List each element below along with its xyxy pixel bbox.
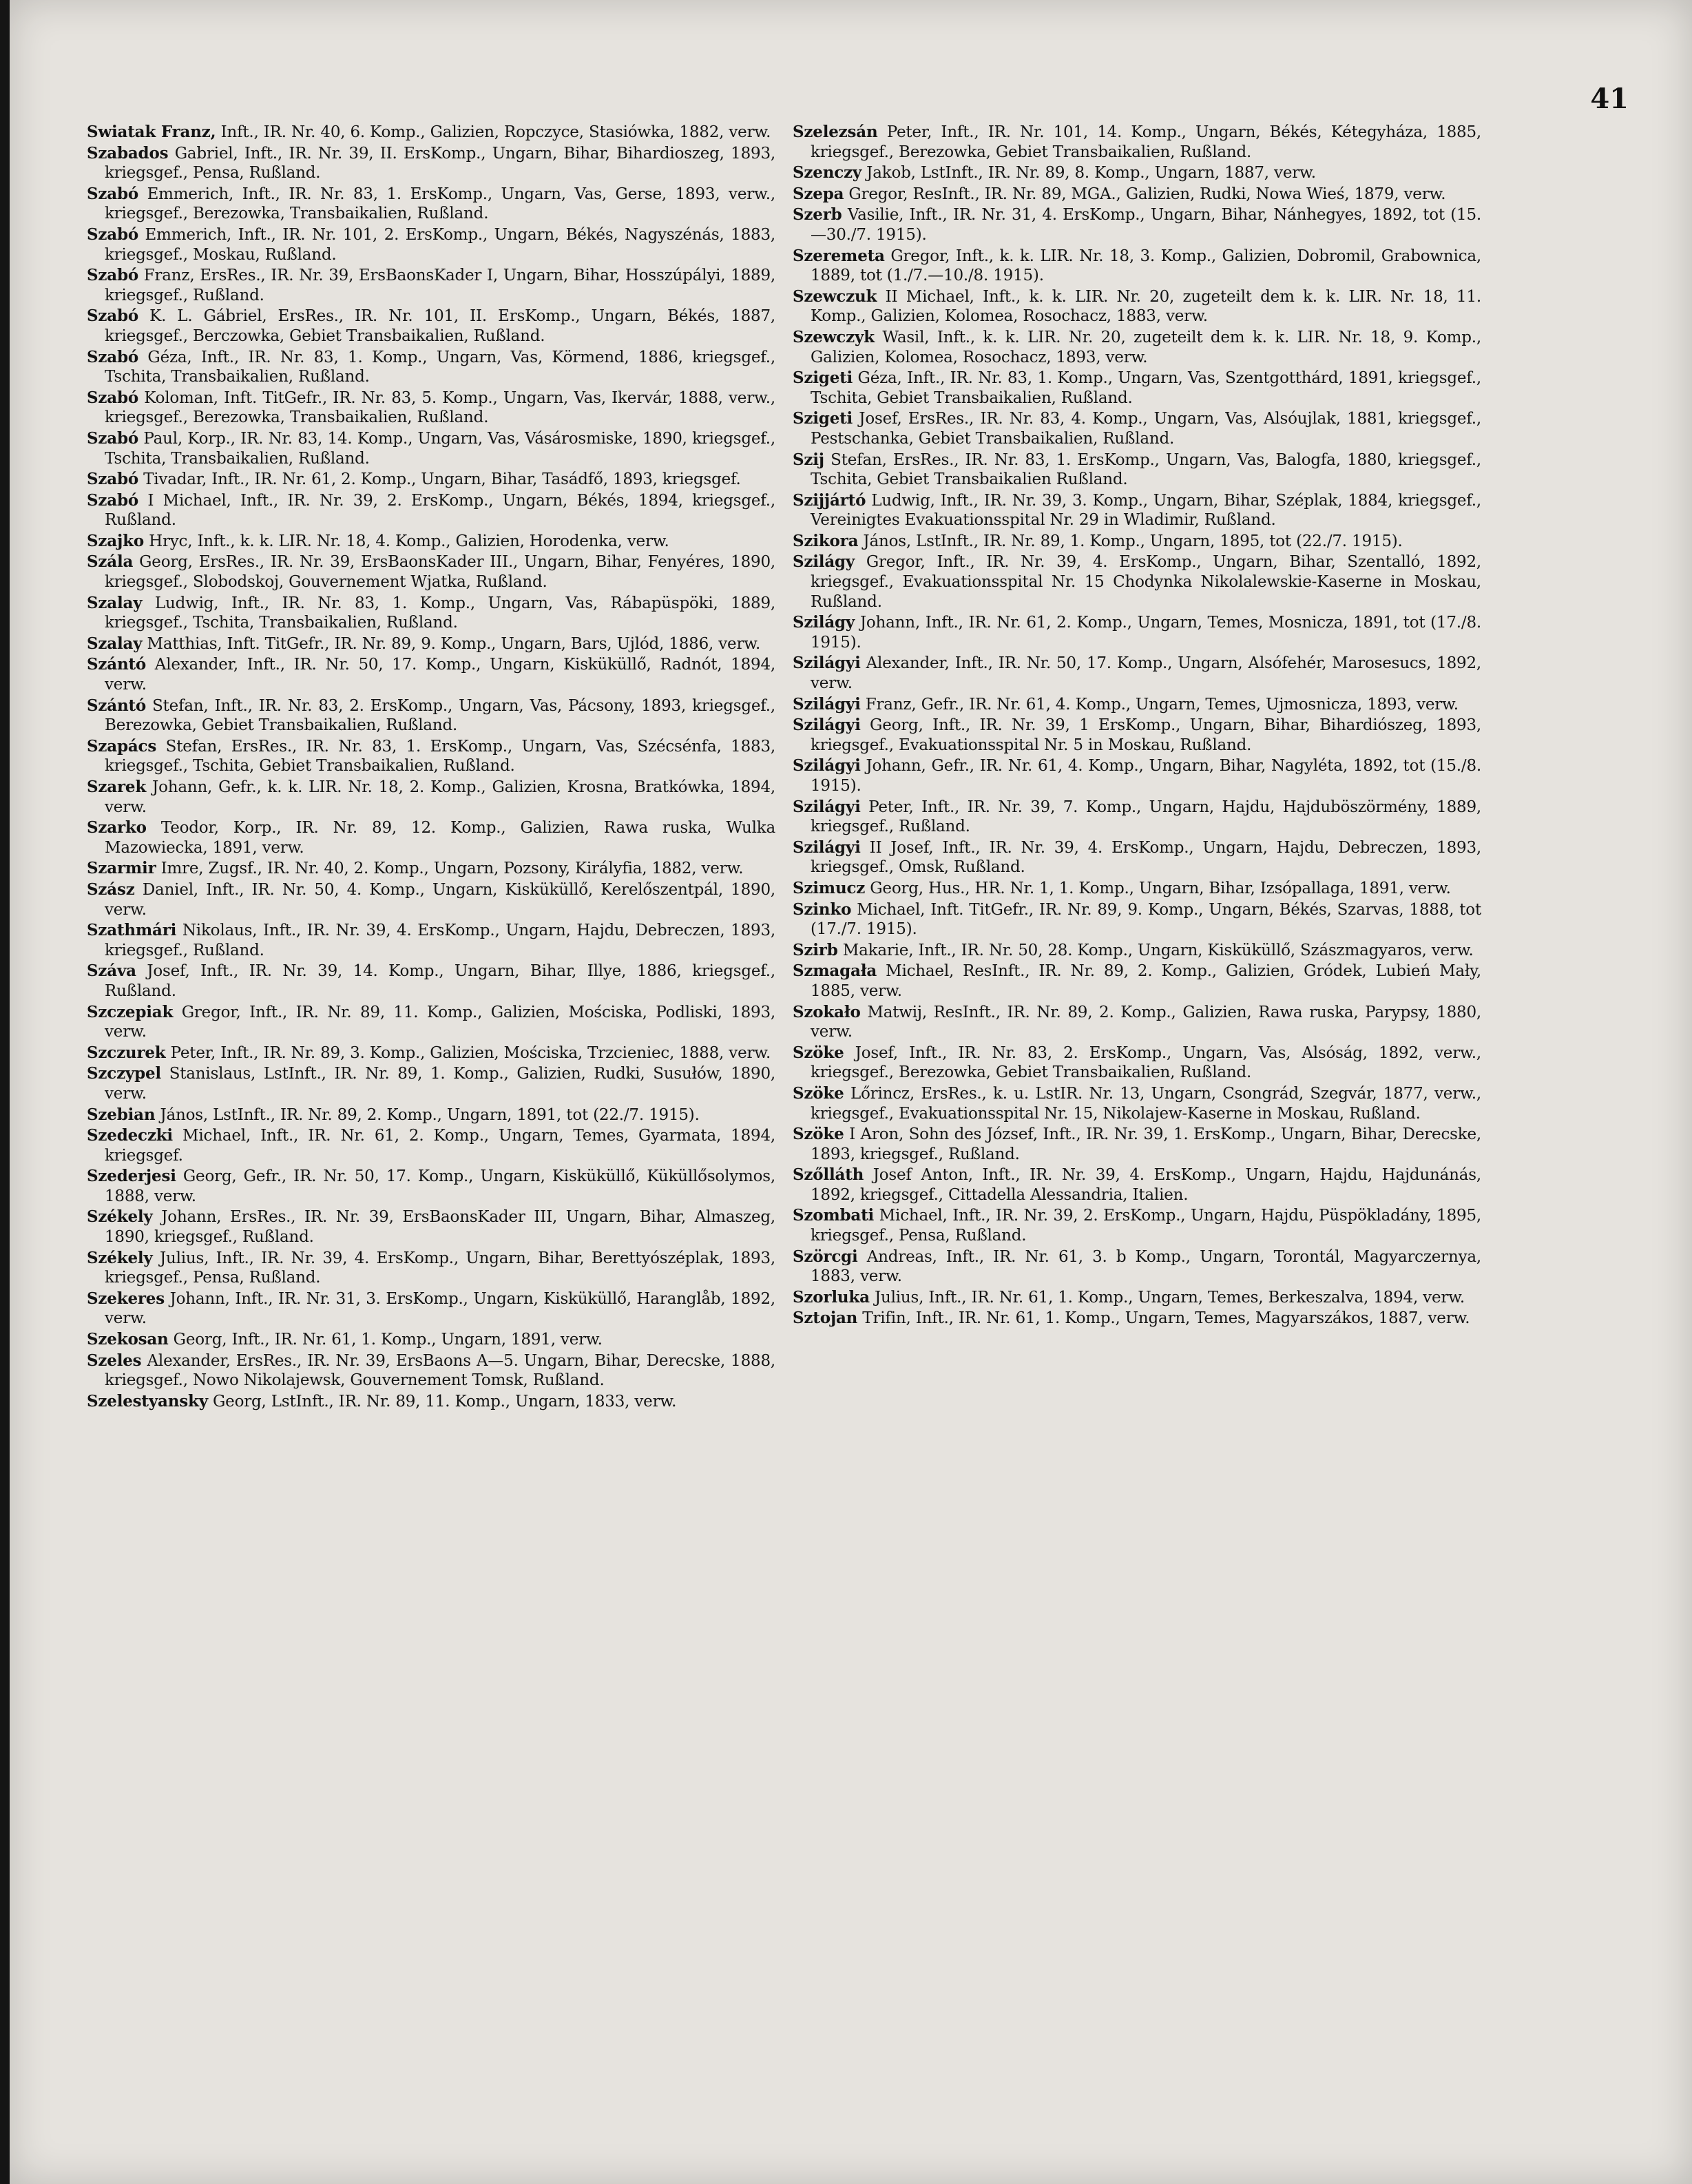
entry-surname: Szilágyi — [793, 756, 861, 776]
register-entry — [793, 1043, 1481, 1083]
entry-surname: Szewczuk — [793, 287, 877, 306]
register-entry — [793, 247, 1481, 286]
entry-surname: Szathmári — [87, 921, 177, 940]
entry-details: K. L. Gábriel, ErsRes., IR. Nr. 101, II. ErsKomp., Ungarn, Békés, 1887, kriegsgef., Berczowka, Gebiet Transbaikalien, Rußland. — [105, 307, 775, 345]
entry-surname: Szarko — [87, 818, 147, 838]
entry-surname: Szabó — [87, 490, 138, 510]
register-entry — [87, 1289, 775, 1329]
entry-surname: Szabados — [87, 143, 169, 163]
entry-surname: Szombati — [793, 1206, 875, 1225]
entry-surname: Szekeres — [87, 1289, 165, 1308]
entry-surname: Szimucz — [793, 878, 866, 897]
register-entry — [87, 880, 775, 919]
register-entry — [793, 1247, 1481, 1287]
register-entry — [87, 634, 775, 654]
entry-surname: Szirb — [793, 940, 838, 959]
entry-surname: Szorluka — [793, 1287, 870, 1307]
entry-details: Tivadar, Inft., IR. Nr. 61, 2. Komp., Ungarn, Bihar, Tasádfő, 1893, kriegsgef. — [138, 470, 741, 489]
register-entry — [793, 491, 1481, 530]
entry-surname: Szász — [87, 880, 135, 899]
entry-details: Peter, Inft., IR. Nr. 89, 3. Komp., Galizien, Mościska, Trzcieniec, 1888, verw. — [165, 1043, 771, 1062]
register-entry — [793, 552, 1481, 612]
entry-surname: Szczypel — [87, 1064, 161, 1083]
entry-surname: Szepa — [793, 184, 844, 203]
entry-details: Johann, ErsRes., IR. Nr. 39, ErsBaonsKader III, Ungarn, Bihar, Almaszeg, 1890, kriegsgef., Rußland. — [105, 1208, 775, 1247]
entry-surname: Szelezsán — [793, 123, 878, 141]
register-entry — [793, 532, 1481, 552]
entry-details: Géza, Inft., IR. Nr. 83, 1. Komp., Ungarn, Vas, Körmend, 1886, kriegsgef., Tschita, Transbaikalien, Rußland. — [105, 348, 775, 386]
entry-details: Jakob, LstInft., IR. Nr. 89, 8. Komp., Ungarn, 1887, verw. — [861, 164, 1316, 183]
entry-surname: Szedeczki — [87, 1126, 173, 1145]
entry-surname: Szapács — [87, 736, 157, 756]
entry-surname: Szöke — [793, 1125, 844, 1144]
entry-details: Lőrincz, ErsRes., k. u. LstIR. Nr. 13, Ungarn, Csongrád, Szegvár, 1877, verw., kriegsgef., Evakuationsspital Nr. 15, Nikolajew-Kaserne in Moskau, Rußland. — [811, 1084, 1481, 1123]
entry-details: Georg, Gefr., IR. Nr. 50, 17. Komp., Ungarn, Kisküküllő, Küküllősolymos, 1888, verw. — [105, 1167, 775, 1205]
entry-details: Koloman, Inft. TitGefr., IR. Nr. 83, 5. Komp., Ungarn, Vas, Ikervár, 1888, verw., kriegsgef., Berezowka, Transbaikalien, Rußland. — [105, 388, 775, 427]
entry-surname: Szabó — [87, 306, 138, 326]
entry-surname: Szigeti — [793, 368, 853, 388]
entry-surname: Szczurek — [87, 1043, 166, 1062]
entry-surname: Szabó — [87, 428, 138, 448]
entry-details: Georg, ErsRes., IR. Nr. 39, ErsBaonsKader III., Ungarn, Bihar, Fenyéres, 1890, kriegsgef., Slobodskoj, Gouvernement Wjatka, Rußland. — [105, 553, 775, 592]
register-entry — [87, 225, 775, 264]
entry-details: Julius, Inft., IR. Nr. 39, 4. ErsKomp., Ungarn, Bihar, Berettyószéplak, 1893, kriegsgef., Pensa, Rußland. — [105, 1249, 775, 1287]
entry-details: Teodor, Korp., IR. Nr. 89, 12. Komp., Galizien, Rawa ruska, Wulka Mazowiecka, 1891, verw. — [105, 819, 775, 857]
register-entry — [87, 123, 775, 143]
register-entry — [87, 696, 775, 736]
entry-surname: Szmagała — [793, 961, 877, 981]
register-entry — [793, 756, 1481, 795]
register-entry — [793, 1125, 1481, 1164]
register-entry — [87, 1167, 775, 1206]
entry-surname: Szabó — [87, 266, 138, 285]
entry-surname: Szántó — [87, 655, 147, 674]
register-entry — [87, 1330, 775, 1350]
entry-details: Wasil, Inft., k. k. LIR. Nr. 20, zugeteilt dem k. k. LIR. Nr. 18, 9. Komp., Galizien, Kolomea, Rosochacz, 1893, verw. — [811, 328, 1481, 366]
register-entry — [87, 1126, 775, 1165]
entry-details: I Michael, Inft., IR. Nr. 39, 2. ErsKomp., Ungarn, Békés, 1894, kriegsgef., Rußland. — [105, 491, 775, 530]
entry-details: Inft., IR. Nr. 40, 6. Komp., Galizien, Ropczyce, Stasiówka, 1882, verw. — [216, 123, 771, 141]
register-entry — [793, 368, 1481, 408]
register-entry — [87, 921, 775, 960]
register-entry — [793, 1309, 1481, 1329]
entry-details: II Michael, Inft., k. k. LIR. Nr. 20, zugeteilt dem k. k. LIR. Nr. 18, 11. Komp., Galizien, Kolomea, Rosochacz, 1883, verw. — [811, 287, 1481, 326]
register-entry — [87, 348, 775, 387]
register-entry — [87, 429, 775, 468]
entry-details: Nikolaus, Inft., IR. Nr. 39, 4. ErsKomp., Ungarn, Hajdu, Debreczen, 1893, kriegsgef., Rußland. — [105, 922, 775, 959]
register-entry — [87, 859, 775, 879]
entry-surname: Szalay — [87, 593, 143, 612]
entry-surname: Szöke — [793, 1083, 844, 1103]
register-entry — [87, 594, 775, 633]
entry-surname: Szajko — [87, 531, 144, 550]
entry-surname: Szilágyi — [793, 694, 861, 714]
entry-details: Gregor, Inft., k. k. LIR. Nr. 18, 3. Komp., Galizien, Dobromil, Grabownica, 1889, tot (1./7.—10./8. 1915). — [811, 247, 1481, 285]
entry-surname: Szöke — [793, 1043, 844, 1062]
register-entry — [87, 961, 775, 1001]
entry-details: Georg, Inft., IR. Nr. 39, 1 ErsKomp., Ungarn, Bihar, Bihardiószeg, 1893, kriegsgef., Evakuationsspital Nr. 5 in Moskau, Rußland. — [811, 716, 1481, 754]
register-entry — [87, 1249, 775, 1288]
entry-surname: Szerb — [793, 205, 842, 225]
entry-details: Michael, Inft., IR. Nr. 39, 2. ErsKomp., Ungarn, Hajdu, Püspökladány, 1895, kriegsgef., Pensa, Rußland. — [811, 1207, 1481, 1245]
register-entry — [87, 185, 775, 224]
register-entry — [87, 655, 775, 694]
register-entry — [87, 552, 775, 592]
entry-surname: Szebian — [87, 1105, 156, 1124]
entry-surname: Szenczy — [793, 163, 862, 183]
entry-details: Johann, Inft., IR. Nr. 31, 3. ErsKomp., Ungarn, Kisküküllő, Haranglåb, 1892, verw. — [105, 1289, 775, 1328]
entry-details: Hryc, Inft., k. k. LIR. Nr. 18, 4. Komp., Galizien, Horodenka, verw. — [143, 532, 669, 550]
entry-details: Gregor, ResInft., IR. Nr. 89, MGA., Galizien, Rudki, Nowa Wieś, 1879, verw. — [844, 185, 1446, 203]
entry-details: Johann, Gefr., IR. Nr. 61, 4. Komp., Ungarn, Bihar, Nagyléta, 1892, tot (15./8. 1915). — [811, 757, 1481, 795]
entry-details: Georg, Inft., IR. Nr. 61, 1. Komp., Ungarn, 1891, verw. — [168, 1331, 603, 1349]
entry-surname: Szála — [87, 552, 134, 572]
register-entry — [793, 1206, 1481, 1245]
register-entry — [793, 1084, 1481, 1123]
register-entry — [793, 450, 1481, 490]
entry-surname: Szilágy — [793, 613, 855, 632]
entry-details: Vasilie, Inft., IR. Nr. 31, 4. ErsKomp., Ungarn, Bihar, Nánhegyes, 1892, tot (15.—30./7. 1915). — [811, 206, 1481, 244]
entry-surname: Szijjártó — [793, 490, 866, 510]
entry-details: Gregor, Inft., IR. Nr. 89, 11. Komp., Galizien, Mościska, Podliski, 1893, verw. — [105, 1003, 775, 1041]
register-entry — [87, 470, 775, 490]
entry-details: Alexander, Inft., IR. Nr. 50, 17. Komp., Ungarn, Alsófehér, Marosesucs, 1892, verw. — [811, 654, 1481, 693]
entry-surname: Szarek — [87, 778, 147, 796]
entry-surname: Szeles — [87, 1351, 142, 1370]
register-entry — [793, 900, 1481, 939]
register-entry — [793, 961, 1481, 1001]
entry-details: Makarie, Inft., IR. Nr. 50, 28. Komp., Ungarn, Kisküküllő, Szászmagyaros, verw. — [837, 941, 1474, 959]
entry-surname: Szczepiak — [87, 1002, 174, 1021]
register-entry — [793, 287, 1481, 326]
entry-surname: Szabó — [87, 225, 138, 244]
entry-details: Franz, ErsRes., IR. Nr. 39, ErsBaonsKader I, Ungarn, Bihar, Hosszúpályi, 1889, kriegsgef., Rußland. — [105, 267, 775, 304]
register-entry — [87, 266, 775, 305]
entry-details: Stanislaus, LstInft., IR. Nr. 89, 1. Komp., Galizien, Rudki, Susułów, 1890, verw. — [105, 1065, 775, 1103]
register-entry — [793, 941, 1481, 961]
entry-details: Gregor, Inft., IR. Nr. 39, 4. ErsKomp., Ungarn, Bihar, Szentalló, 1892, kriegsgef., Evakuationsspital Nr. 15 Chodynka Nikolalewskie-Kaserne in Moskau, Rußland. — [811, 553, 1481, 611]
entry-details: Stefan, ErsRes., IR. Nr. 83, 1. ErsKomp., Ungarn, Vas, Balogfa, 1880, kriegsgef., Tschita, Gebiet Transbaikalien Rußland. — [811, 450, 1481, 489]
entry-surname: Szekosan — [87, 1330, 169, 1349]
entry-surname: Szarmir — [87, 859, 156, 878]
entry-surname: Szabó — [87, 470, 138, 489]
register-entry — [87, 144, 775, 183]
entry-surname: Szilágyi — [793, 654, 861, 673]
register-entry — [793, 123, 1481, 162]
entry-details: Matwij, ResInft., IR. Nr. 89, 2. Komp., Galizien, Rawa ruska, Parypsy, 1880, verw. — [811, 1003, 1481, 1041]
entry-surname: Székely — [87, 1248, 153, 1267]
register-entry — [87, 1105, 775, 1125]
entry-details: Emmerich, Inft., IR. Nr. 83, 1. ErsKomp., Ungarn, Vas, Gerse, 1893, verw., kriegsgef., Berezowka, Transbaikalien, Rußland. — [105, 185, 775, 223]
entry-surname: Szalay — [87, 634, 143, 653]
entry-surname: Száva — [87, 961, 136, 981]
left-column — [87, 123, 775, 1413]
entry-details: Michael, ResInft., IR. Nr. 89, 2. Komp., Galizien, Gródek, Lubień Mały, 1885, verw. — [811, 962, 1481, 1000]
entry-details: Georg, Hus., HR. Nr. 1, 1. Komp., Ungarn, Bihar, Izsópallaga, 1891, verw. — [865, 879, 1451, 897]
entry-details: Stefan, ErsRes., IR. Nr. 83, 1. ErsKomp., Ungarn, Vas, Szécsénfa, 1883, kriegsgef., Tschita, Gebiet Transbaikalien, Rußland. — [105, 737, 775, 776]
entry-details: II Josef, Inft., IR. Nr. 39, 4. ErsKomp., Ungarn, Hajdu, Debreczen, 1893, kriegsgef., Omsk, Rußland. — [811, 838, 1481, 877]
entry-details: Andreas, Inft., IR. Nr. 61, 3. b Komp., Ungarn, Torontál, Magyarczernya, 1883, verw. — [811, 1247, 1481, 1286]
entry-surname: Szabó — [87, 347, 138, 366]
document-page — [10, 0, 1692, 2184]
register-entry — [87, 737, 775, 776]
register-entry — [87, 491, 775, 530]
entry-details: Daniel, Inft., IR. Nr. 50, 4. Komp., Ungarn, Kisküküllő, Kerelőszentpál, 1890, verw. — [105, 880, 775, 919]
register-entry — [793, 838, 1481, 877]
register-entry — [793, 798, 1481, 837]
entry-surname: Székely — [87, 1207, 153, 1227]
register-entry — [87, 1392, 775, 1412]
entry-details: Trifin, Inft., IR. Nr. 61, 1. Komp., Ungarn, Temes, Magyarszákos, 1887, verw. — [857, 1309, 1470, 1328]
register-entry — [87, 1043, 775, 1063]
entry-surname: Szőlláth — [793, 1165, 864, 1185]
entry-surname: Szokało — [793, 1002, 861, 1021]
register-entry — [793, 185, 1481, 205]
register-entry — [793, 205, 1481, 245]
register-entry — [793, 695, 1481, 715]
entry-details: Johann, Inft., IR. Nr. 61, 2. Komp., Ungarn, Temes, Mosnicza, 1891, tot (17./8. 1915). — [811, 614, 1481, 652]
register-entry — [793, 163, 1481, 183]
entry-surname: Szinko — [793, 899, 852, 919]
entry-details: I Aron, Sohn des József, Inft., IR. Nr. 39, 1. ErsKomp., Ungarn, Bihar, Derecske, 1893, kriegsgef., Rußland. — [811, 1125, 1481, 1163]
entry-details: Paul, Korp., IR. Nr. 83, 14. Komp., Ungarn, Vas, Vásárosmiske, 1890, kriegsgef., Tschita, Transbaikalien, Rußland. — [105, 429, 775, 468]
entry-details: Ludwig, Inft., IR. Nr. 39, 3. Komp., Ungarn, Bihar, Széplak, 1884, kriegsgef., Vereinigtes Evakuationsspital Nr. 29 in Wladimir, Rußland. — [811, 491, 1481, 530]
entry-surname: Swiatak Franz, — [87, 123, 216, 141]
entry-surname: Szilágyi — [793, 797, 861, 816]
entry-surname: Szilágyi — [793, 716, 861, 735]
register-entry — [87, 778, 775, 817]
entry-surname: Szabó — [87, 184, 138, 203]
entry-surname: Szederjesi — [87, 1167, 176, 1186]
entry-surname: Sztojan — [793, 1309, 858, 1328]
register-entry — [87, 532, 775, 552]
entry-details: Georg, LstInft., IR. Nr. 89, 11. Komp., Ungarn, 1833, verw. — [207, 1392, 677, 1411]
entry-details: Stefan, Inft., IR. Nr. 83, 2. ErsKomp., Ungarn, Vas, Pácsony, 1893, kriegsgef., Berezowka, Gebiet Transbaikalien, Rußland. — [105, 696, 775, 735]
entry-details: Matthias, Inft. TitGefr., IR. Nr. 89, 9. Komp., Ungarn, Bars, Ujlód, 1886, verw. — [142, 634, 761, 653]
entry-details: Johann, Gefr., k. k. LIR. Nr. 18, 2. Komp., Galizien, Krosna, Bratkówka, 1894, verw. — [105, 778, 775, 816]
register-entry — [87, 1207, 775, 1247]
entry-details: Michael, Inft. TitGefr., IR. Nr. 89, 9. Komp., Ungarn, Békés, Szarvas, 1888, tot (17./7. 1915). — [811, 900, 1481, 939]
entry-surname: Szilágyi — [793, 838, 861, 857]
register-entry — [87, 818, 775, 857]
register-entry — [87, 388, 775, 428]
entry-surname: Szilágy — [793, 552, 855, 572]
register-entry — [87, 1351, 775, 1391]
entry-surname: Szelestyansky — [87, 1391, 208, 1411]
entry-details: Josef, ErsRes., IR. Nr. 83, 4. Komp., Ungarn, Vas, Alsóujlak, 1881, kriegsgef., Pestschanka, Gebiet Transbaikalien, Rußland. — [811, 410, 1481, 448]
entry-details: Imre, Zugsf., IR. Nr. 40, 2. Komp., Ungarn, Pozsony, Királyfia, 1882, verw. — [156, 860, 744, 878]
entry-surname: Szikora — [793, 531, 859, 550]
entry-details: Franz, Gefr., IR. Nr. 61, 4. Komp., Ungarn, Temes, Ujmosnicza, 1893, verw. — [860, 695, 1459, 714]
entry-surname: Szántó — [87, 696, 147, 715]
entry-surname: Szewczyk — [793, 327, 875, 346]
entry-details: Géza, Inft., IR. Nr. 83, 1. Komp., Ungarn, Vas, Szentgotthárd, 1891, kriegsgef., Tschita, Gebiet Transbaikalien, Rußland. — [811, 369, 1481, 407]
entry-details: Julius, Inft., IR. Nr. 61, 1. Komp., Ungarn, Temes, Berkeszalva, 1894, verw. — [869, 1288, 1465, 1307]
entry-surname: Szigeti — [793, 409, 853, 428]
entry-surname: Szabó — [87, 388, 138, 407]
register-entry — [793, 654, 1481, 693]
register-entry — [793, 1003, 1481, 1042]
register-entry — [793, 716, 1481, 755]
entry-details: Alexander, ErsRes., IR. Nr. 39, ErsBaons A—5. Ungarn, Bihar, Derecske, 1888, kriegsgef., Nowo Nikolajewsk, Gouvernement Tomsk, Rußland. — [105, 1351, 775, 1390]
entry-surname: Szeremeta — [793, 246, 885, 265]
entry-surname: Szörcgi — [793, 1247, 858, 1266]
entry-surname: Szij — [793, 450, 824, 469]
entry-details: Josef, Inft., IR. Nr. 83, 2. ErsKomp., Ungarn, Vas, Alsóság, 1892, verw., kriegsgef., Berezowka, Gebiet Transbaikalien, Rußland. — [811, 1043, 1481, 1082]
register-entry — [793, 409, 1481, 448]
register-entry — [87, 1003, 775, 1042]
register-entry — [793, 328, 1481, 367]
page-number: 41 — [1590, 83, 1629, 115]
entry-details: Emmerich, Inft., IR. Nr. 101, 2. ErsKomp., Ungarn, Békés, Nagyszénás, 1883, kriegsgef., Moskau, Rußland. — [105, 225, 775, 264]
register-entry — [87, 1064, 775, 1103]
entry-details: Michael, Inft., IR. Nr. 61, 2. Komp., Ungarn, Temes, Gyarmata, 1894, kriegsgef. — [105, 1127, 775, 1165]
register-entry — [87, 306, 775, 346]
entry-details: János, LstInft., IR. Nr. 89, 2. Komp., Ungarn, 1891, tot (22./7. 1915). — [155, 1105, 700, 1124]
register-entry — [793, 1165, 1481, 1205]
register-entry — [793, 1288, 1481, 1308]
right-column — [793, 123, 1481, 1330]
entry-details: János, LstInft., IR. Nr. 89, 1. Komp., Ungarn, 1895, tot (22./7. 1915). — [858, 532, 1403, 550]
entry-details: Josef, Inft., IR. Nr. 39, 14. Komp., Ungarn, Bihar, Illye, 1886, kriegsgef., Rußland. — [105, 962, 775, 1000]
entry-details: Alexander, Inft., IR. Nr. 50, 17. Komp., Ungarn, Kisküküllő, Radnót, 1894, verw. — [105, 656, 775, 694]
entry-details: Ludwig, Inft., IR. Nr. 83, 1. Komp., Ungarn, Vas, Rábapüspöki, 1889, kriegsgef., Tschita, Transbaikalien, Rußland. — [105, 594, 775, 632]
entry-details: Josef Anton, Inft., IR. Nr. 39, 4. ErsKomp., Ungarn, Hajdu, Hajdunánás, 1892, kriegsgef., Cittadella Alessandria, Italien. — [811, 1166, 1481, 1204]
register-entry — [793, 613, 1481, 652]
entry-details: Peter, Inft., IR. Nr. 39, 7. Komp., Ungarn, Hajdu, Hajduböszörmény, 1889, kriegsgef., Rußland. — [811, 798, 1481, 836]
entry-details: Gabriel, Inft., IR. Nr. 39, II. ErsKomp., Ungarn, Bihar, Bihardioszeg, 1893, kriegsgef., Pensa, Rußland. — [105, 144, 775, 183]
entry-details: Peter, Inft., IR. Nr. 101, 14. Komp., Ungarn, Békés, Kétegyháza, 1885, kriegsgef., Berezowka, Gebiet Transbaikalien, Rußland. — [811, 123, 1481, 161]
register-entry — [793, 879, 1481, 899]
